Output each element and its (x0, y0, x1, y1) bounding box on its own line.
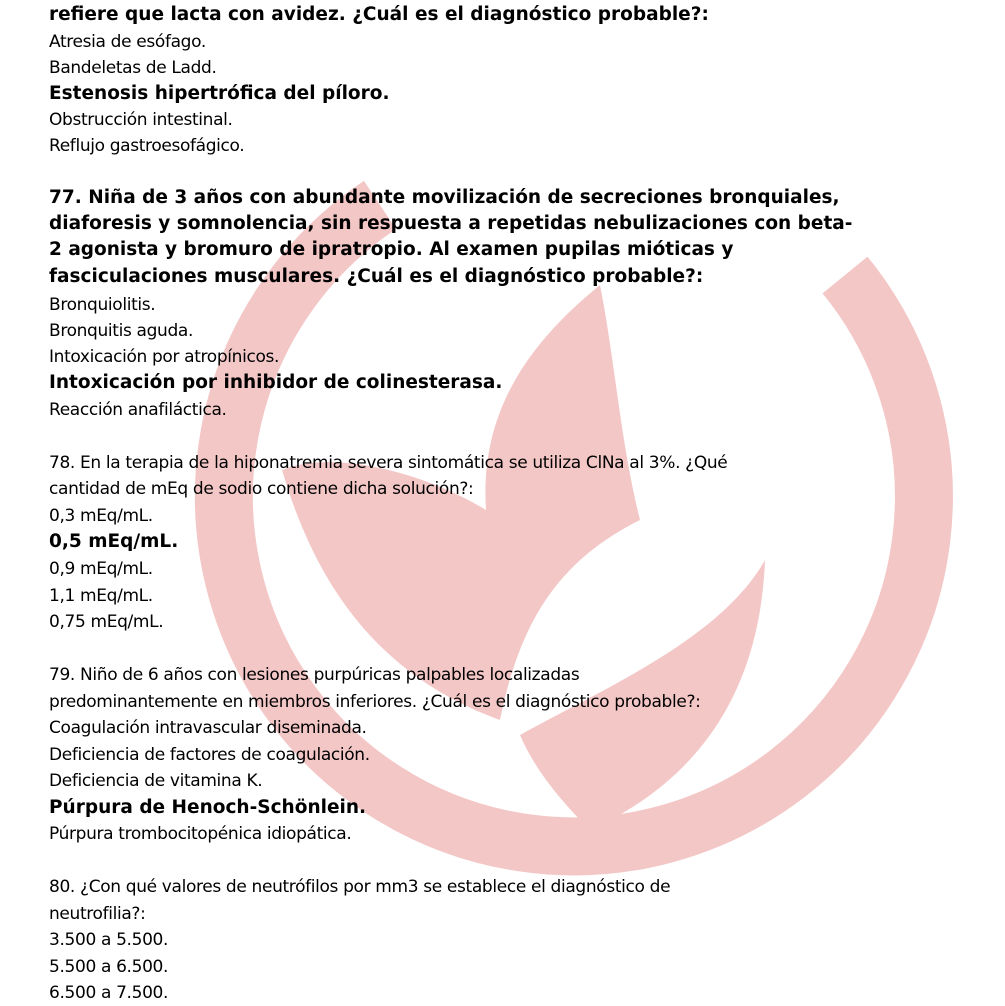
q78-option-b-answer: 0,5 mEq/mL. (49, 531, 179, 552)
q76-option-e: Reflujo gastroesofágico. (49, 136, 245, 156)
q79-option-a: Coagulación intravascular diseminada. (49, 718, 367, 738)
question-79-stem-line-1: 79. Niño de 6 años con lesiones purpúricas palpables localizadas (49, 665, 580, 685)
q78-option-d: 1,1 mEq/mL. (49, 586, 153, 606)
question-77-stem-line-2: diaforesis y somnolencia, sin respuesta a repetidas nebulizaciones con beta- (49, 213, 853, 234)
q79-option-c: Deficiencia de vitamina K. (49, 771, 263, 791)
question-76-stem: refiere que lacta con avidez. ¿Cuál es el diagnóstico probable?: (49, 4, 709, 25)
q79-option-e: Púrpura trombocitopénica idiopática. (49, 824, 352, 844)
question-80-stem-line-1: 80. ¿Con qué valores de neutrófilos por mm3 se establece el diagnóstico de (49, 877, 671, 897)
q79-option-d-answer: Púrpura de Henoch-Schönlein. (49, 797, 367, 818)
q78-option-a: 0,3 mEq/mL. (49, 506, 153, 526)
question-78-stem-line-1: 78. En la terapia de la hiponatremia severa sintomática se utiliza ClNa al 3%. ¿Qué (49, 453, 728, 473)
q76-option-b: Bandeletas de Ladd. (49, 58, 217, 78)
q77-option-c: Intoxicación por atropínicos. (49, 347, 280, 367)
q78-option-c: 0,9 mEq/mL. (49, 559, 153, 579)
question-80-stem-line-2: neutrofilia?: (49, 904, 146, 924)
question-77-stem-line-3: 2 agonista y bromuro de ipratropio. Al examen pupilas mióticas y (49, 239, 734, 260)
q77-option-b: Bronquitis aguda. (49, 321, 194, 341)
q80-option-c: 6.500 a 7.500. (49, 983, 169, 1003)
q76-option-c-answer: Estenosis hipertrófica del píloro. (49, 83, 390, 104)
q76-option-a: Atresia de esófago. (49, 32, 206, 52)
q77-option-e: Reacción anafiláctica. (49, 400, 227, 420)
question-77-stem-line-4: fasciculaciones musculares. ¿Cuál es el diagnóstico probable?: (49, 266, 704, 287)
q77-option-a: Bronquiolitis. (49, 295, 156, 315)
q79-option-b: Deficiencia de factores de coagulación. (49, 745, 370, 765)
question-78-stem-line-2: cantidad de mEq de sodio contiene dicha solución?: (49, 479, 474, 499)
q80-option-a: 3.500 a 5.500. (49, 930, 169, 950)
q76-option-d: Obstrucción intestinal. (49, 110, 233, 130)
q78-option-e: 0,75 mEq/mL. (49, 612, 164, 632)
q77-option-d-answer: Intoxicación por inhibidor de colinesterasa. (49, 372, 503, 393)
q80-option-b: 5.500 a 6.500. (49, 957, 169, 977)
question-77-stem-line-1: 77. Niña de 3 años con abundante movilización de secreciones bronquiales, (49, 187, 840, 208)
question-79-stem-line-2: predominantemente en miembros inferiores. ¿Cuál es el diagnóstico probable?: (49, 692, 701, 712)
